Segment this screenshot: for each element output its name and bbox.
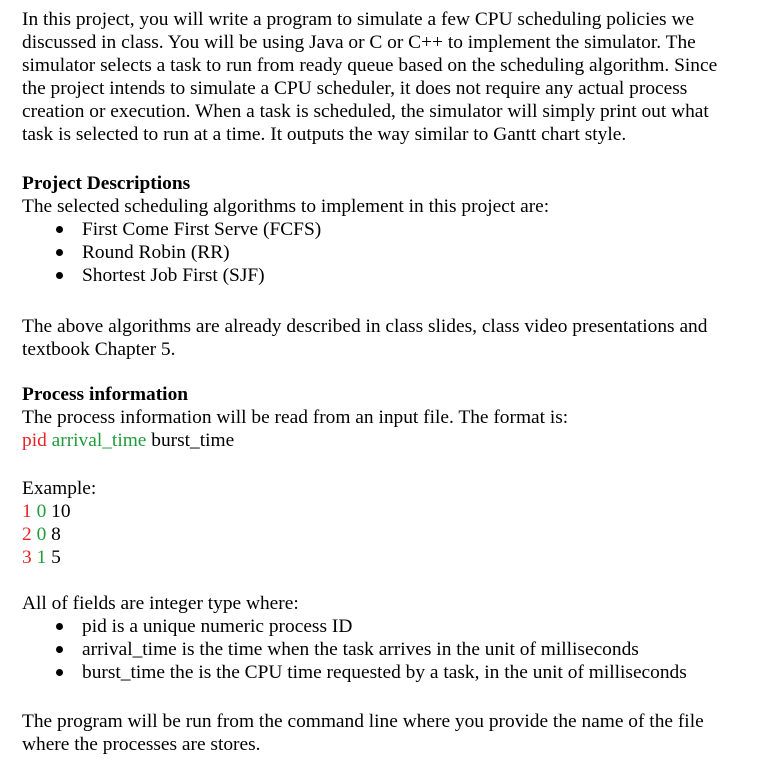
intro-line: task is selected to run at a time. It outputs the way similar to Gantt chart style.	[22, 124, 627, 145]
input-format-line	[22, 429, 747, 452]
bullet-icon	[56, 272, 63, 279]
algorithm-label: Round Robin (RR)	[82, 242, 230, 263]
process-information-lead: The process information will be read from an input file. The format is:	[22, 407, 569, 428]
project-descriptions-section	[22, 172, 747, 287]
closing-paragraph	[22, 710, 747, 756]
intro-paragraph	[22, 8, 747, 146]
intro-line: In this project, you will write a program to simulate a few CPU scheduling policies we	[22, 9, 695, 30]
example-row	[22, 546, 747, 569]
bullet-icon	[56, 623, 63, 630]
example-pid: 1	[22, 501, 32, 522]
list-item	[22, 638, 747, 661]
algorithm-list	[22, 218, 747, 287]
list-item	[22, 615, 747, 638]
example-row	[22, 500, 747, 523]
example-arrival: 1	[36, 547, 47, 568]
closing-line: The program will be run from the command line where you provide the name of the file	[22, 711, 704, 732]
closing-line: where the processes are stores.	[22, 734, 261, 755]
example-pid: 2	[22, 524, 32, 545]
algorithm-label: First Come First Serve (FCFS)	[82, 219, 322, 240]
fields-list	[22, 615, 747, 684]
list-item	[22, 218, 747, 241]
field-description: burst_time the is the CPU time requested by a task, in the unit of milliseconds	[82, 662, 687, 683]
field-description: pid is a unique numeric process ID	[82, 616, 353, 637]
intro-line: simulator selects a task to run from ready queue based on the scheduling algorithm. Since	[22, 55, 718, 76]
example-pid: 3	[22, 547, 32, 568]
section-heading-process-information: Process information	[22, 384, 189, 405]
example-burst: 10	[51, 501, 71, 522]
process-information-section	[22, 383, 747, 452]
bullet-icon	[56, 249, 63, 256]
example-arrival: 0	[36, 501, 47, 522]
note-line: textbook Chapter 5.	[22, 339, 176, 360]
list-item	[22, 661, 747, 684]
example-burst: 5	[51, 547, 61, 568]
note-line: The above algorithms are already described in class slides, class video presentations and	[22, 316, 708, 337]
intro-line: creation or execution. When a task is scheduled, the simulator will simply print out what	[22, 101, 709, 122]
fields-lead: All of fields are integer type where:	[22, 593, 299, 614]
format-pid: pid	[22, 430, 47, 451]
example-burst: 8	[51, 524, 61, 545]
example-label: Example:	[22, 478, 97, 499]
field-description: arrival_time is the time when the task arrives in the unit of milliseconds	[82, 639, 639, 660]
example-section	[22, 477, 747, 569]
project-descriptions-lead: The selected scheduling algorithms to implement in this project are:	[22, 196, 550, 217]
bullet-icon	[56, 226, 63, 233]
fields-section	[22, 592, 747, 684]
list-item	[22, 241, 747, 264]
list-item	[22, 264, 747, 287]
intro-line: discussed in class. You will be using Java or C or C++ to implement the simulator. The	[22, 32, 696, 53]
algorithms-note-paragraph	[22, 315, 747, 361]
bullet-icon	[56, 669, 63, 676]
format-arrival-time: arrival_time	[51, 430, 147, 451]
format-burst-time: burst_time	[151, 430, 235, 451]
intro-line: the project intends to simulate a CPU scheduler, it does not require any actual process	[22, 78, 688, 99]
bullet-icon	[56, 646, 63, 653]
section-heading-project-descriptions: Project Descriptions	[22, 173, 191, 194]
algorithm-label: Shortest Job First (SJF)	[82, 265, 265, 286]
example-row	[22, 523, 747, 546]
example-arrival: 0	[36, 524, 47, 545]
